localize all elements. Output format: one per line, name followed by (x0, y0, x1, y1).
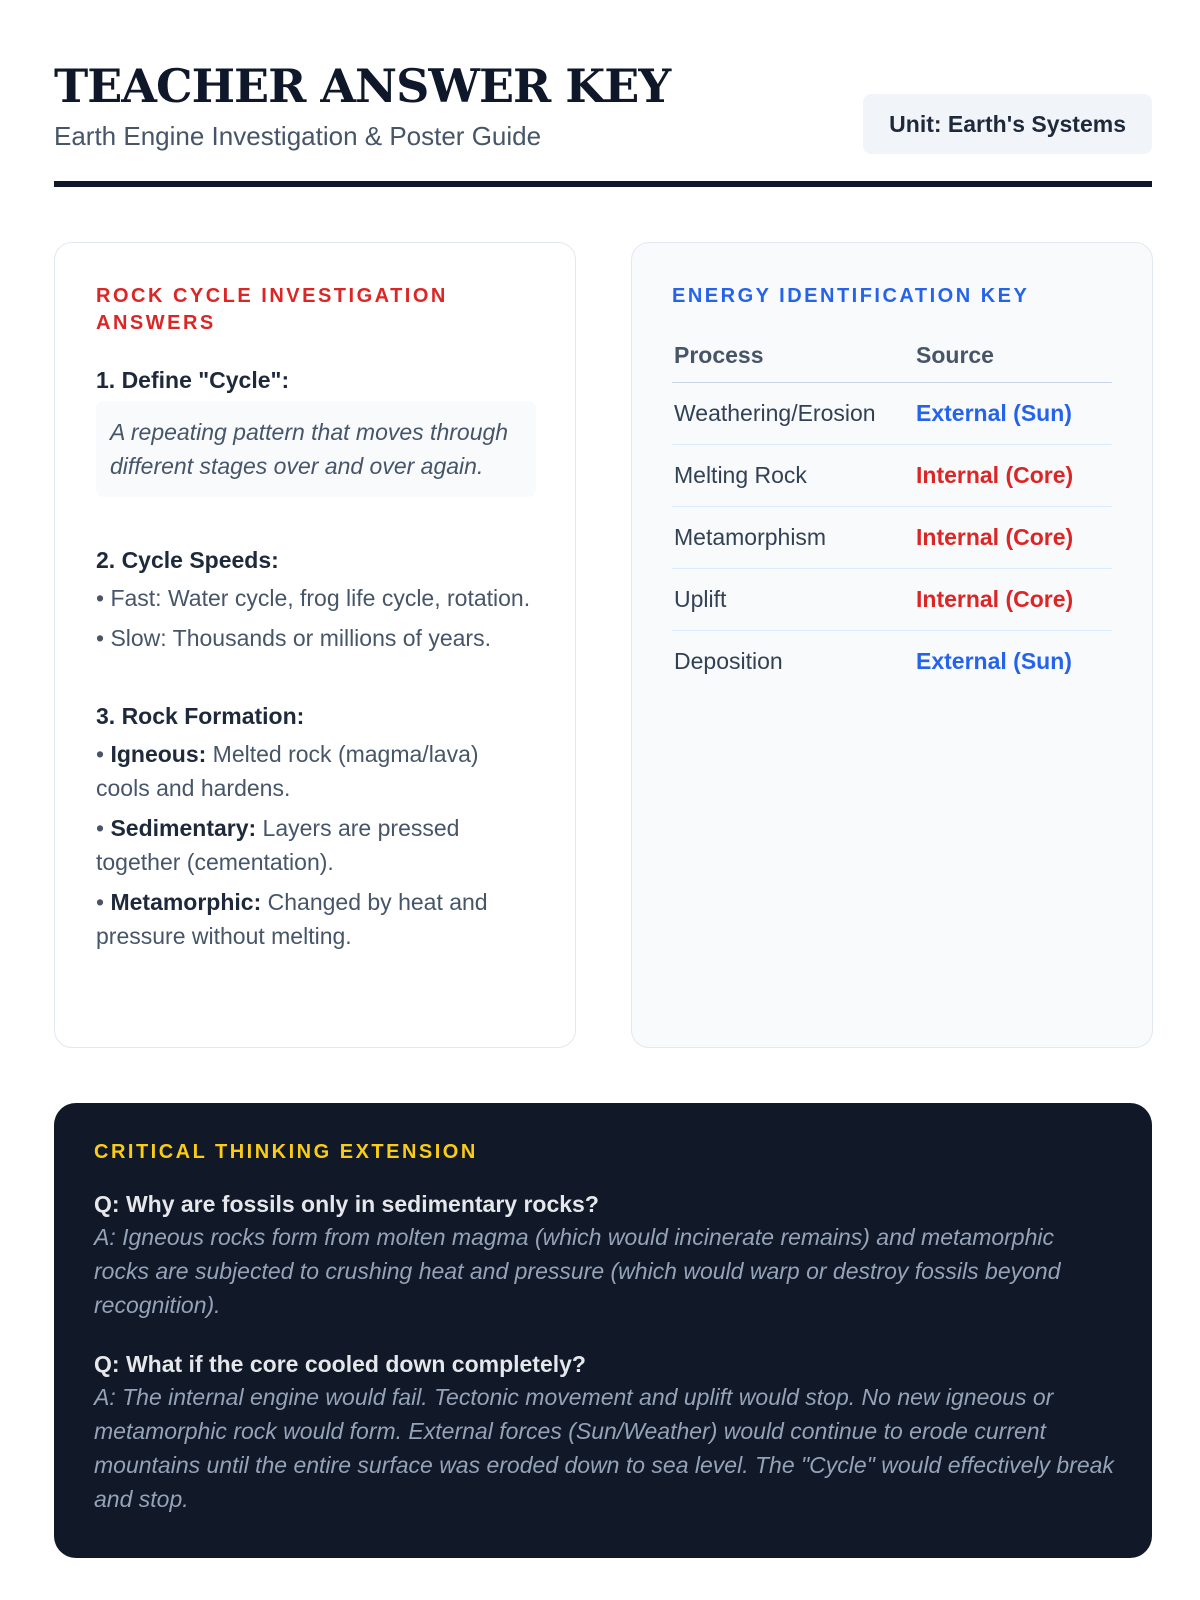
cycle-speed-fast: • Fast: Water cycle, frog life cycle, rotation. (96, 585, 531, 611)
igneous-text: Melted rock (magma/lava) cools and hardens. (96, 741, 479, 801)
define-cycle-answer: A repeating pattern that moves through different stages over and over again. (96, 401, 536, 497)
process-cell: Melting Rock (672, 444, 914, 506)
header-divider (54, 181, 1152, 187)
source-cell: External (Sun) (914, 382, 1112, 444)
rock-cycle-label: ROCK CYCLE INVESTIGATION ANSWERS (96, 285, 448, 334)
page-header (54, 58, 1152, 188)
table-row (672, 568, 1112, 630)
process-cell: Deposition (674, 647, 783, 674)
page-subtitle: Earth Engine Investigation & Poster Guide (54, 121, 542, 151)
table-row (672, 506, 1112, 568)
rock-formation-heading: 3. Rock Formation: (96, 703, 305, 729)
critical-thinking-label: CRITICAL THINKING EXTENSION (94, 1141, 478, 1163)
process-cell: Weathering/Erosion (672, 382, 914, 444)
process-cell: Metamorphism (672, 506, 914, 568)
metamorphic-term: Metamorphic: (110, 889, 262, 915)
table-header-row (672, 330, 1112, 382)
table-row (672, 382, 1112, 444)
extension-question-1: Q: Why are fossils only in sedimentary rocks? (94, 1191, 599, 1217)
column-header-process: Process (672, 330, 914, 382)
energy-key-card (631, 242, 1153, 1048)
unit-badge: Unit: Earth's Systems (863, 94, 1152, 154)
extension-answer-2: A: The internal engine would fail. Tectonic movement and uplift would stop. No new igneous or metamorphic rock would form. External forces (Sun/Weather) would continue to erode current mountains until the entire surface was eroded down to sea level. The "Cycle" would effectively break and stop. (94, 1384, 1114, 1512)
cycle-speeds-heading: 2. Cycle Speeds: (96, 547, 279, 573)
extension-answer-1: A: Igneous rocks form from molten magma (which would incinerate remains) and metamorphic rocks are subjected to crushing heat and pressure (which would warp or destroy fossils beyond recognition). (94, 1224, 1061, 1318)
sedimentary-text: Layers are pressed together (cementation). (96, 815, 460, 875)
page-title: TEACHER ANSWER KEY (54, 59, 671, 113)
source-cell: Internal (Core) (914, 506, 1112, 568)
cycle-speed-slow: • Slow: Thousands or millions of years. (96, 625, 491, 651)
source-cell: Internal (Core) (914, 444, 1112, 506)
energy-table (672, 330, 1112, 692)
define-cycle-heading: 1. Define "Cycle": (96, 367, 290, 393)
sedimentary-term: Sedimentary: (110, 815, 257, 841)
rock-formation-metamorphic: • Metamorphic: Changed by heat and pressure without melting. (96, 889, 488, 949)
rock-formation-sedimentary: • Sedimentary: Layers are pressed together (cementation). (96, 815, 460, 875)
rock-formation-igneous: • Igneous: Melted rock (magma/lava) cools and hardens. (96, 741, 479, 801)
column-header-source: Source (914, 330, 1112, 382)
metamorphic-text: Changed by heat and pressure without melting. (96, 889, 488, 949)
source-cell: Internal (Core) (914, 568, 1112, 630)
process-cell: Uplift (672, 568, 914, 630)
rock-cycle-card (54, 242, 576, 1048)
extension-question-2: Q: What if the core cooled down completely? (94, 1351, 586, 1377)
table-row (672, 630, 1112, 692)
table-row (672, 444, 1112, 506)
igneous-term: Igneous: (110, 741, 207, 767)
critical-thinking-panel (54, 1103, 1152, 1558)
energy-key-label: ENERGY IDENTIFICATION KEY (672, 285, 1030, 307)
source-cell: External (Sun) (916, 647, 1072, 674)
